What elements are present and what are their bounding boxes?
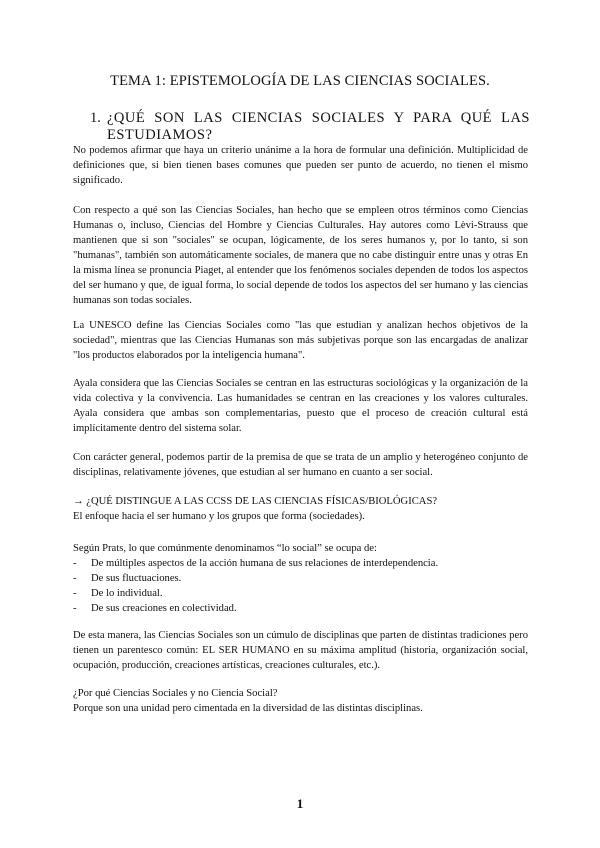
paragraph: Ayala considera que las Ciencias Sociales se centran en las estructuras sociológicas y la organización de la vida colectiva y la convivencia. Las humanidades se centran en las creaciones y los valores culturales. Ayala considera que ambas son complementarias, puesto que el proceso de creación cultural está implícitamente dentro del sistema solar. — [73, 378, 528, 434]
paragraph: De esta manera, las Ciencias Sociales son un cúmulo de disciplinas que parten de distintas tradiciones pero tienen un parentesco común: EL SER HUMANO en su máxima amplitud (historia, organización social, ocupación, producción, creaciones artísticas, creaciones culturales, etc.). — [73, 630, 528, 671]
page-number: 1 — [296, 796, 304, 811]
list-item: - De múltiples aspectos de la acción humana de sus relaciones de interdependencia. — [73, 556, 528, 571]
document-title: TEMA 1: EPISTEMOLOGÍA DE LAS CIENCIAS SOCIALES. — [110, 73, 490, 89]
question-text: ¿QUÉ DISTINGUE A LAS CCSS DE LAS CIENCIAS FÍSICAS/BIOLÓGICAS? — [86, 496, 438, 507]
list-item: - De sus creaciones en colectividad. — [73, 601, 528, 616]
paragraph: La UNESCO define las Ciencias Sociales como "las que estudian y analizan hechos objetivos de la sociedad", mientras que las Ciencias Humanas son más subjetivas porque son las encargadas de analizar "los productos elaborados por la inteligencia humana". — [73, 320, 528, 361]
section-heading — [90, 110, 530, 144]
prats-list — [73, 556, 528, 616]
why-question: ¿Por qué Ciencias Sociales y no Ciencia Social? — [73, 688, 278, 699]
question-answer: El enfoque hacia el ser humano y los grupos que forma (sociedades). — [73, 511, 365, 522]
paragraph-general — [73, 450, 528, 480]
list-item: - De lo individual. — [73, 586, 528, 601]
paragraph-unesco — [73, 318, 528, 363]
section-number: 1. — [90, 110, 101, 126]
why-answer: Porque son una unidad pero cimentada en la diversidad de las distintas disciplinas. — [73, 703, 423, 714]
arrow-icon: → — [73, 496, 84, 507]
why-block — [73, 686, 528, 716]
prats-intro: Según Prats, lo que comúnmente denominamos “lo social” se ocupa de: — [73, 543, 377, 554]
paragraph-conclusion — [73, 628, 528, 673]
paragraph-levi-strauss — [73, 203, 528, 308]
paragraph-definition — [73, 143, 528, 188]
paragraph: No podemos afirmar que haya un criterio unánime a la hora de formular una definición. Multiplicidad de definiciones que, si bien tienen bases comunes que pueden ser punto de acuerdo, no tienen el mismo significado. — [73, 145, 528, 186]
paragraph: Con respecto a qué son las Ciencias Sociales, han hecho que se empleen otros términos como Ciencias Humanas o, incluso, Ciencias del Hombre y Ciencias Culturales. Hay autores como Lèvi-Strauss que mantienen que si son "sociales" se ocupan, lógicamente, de los seres humanos y, por lo tanto, si son "humanas", también son automáticamente sociales, de manera que no cabe distinguir entre unas y otras En la misma línea se pronuncia Piaget, al entender que los fenómenos sociales dependen de todos los aspectos del ser humano y que, de igual forma, lo social depende de todos los aspectos del ser humano y las ciencias humanas son todas sociales. — [73, 205, 528, 306]
list-item: - De sus fluctuaciones. — [73, 571, 528, 586]
section-heading-line2: ESTUDIAMOS? — [107, 127, 213, 143]
question-line — [73, 494, 528, 509]
paragraph: Con carácter general, podemos partir de la premisa de que se trata de un amplio y heterogéneo conjunto de disciplinas, relativamente jóvenes, que estudian al ser humano en cuanto a ser social. — [73, 452, 528, 478]
section-heading-line1: ¿QUÉ SON LAS CIENCIAS SOCIALES Y PARA QUÉ LAS — [107, 110, 530, 126]
question-block — [73, 494, 528, 524]
paragraph-ayala — [73, 376, 528, 436]
prats-block — [73, 541, 528, 616]
